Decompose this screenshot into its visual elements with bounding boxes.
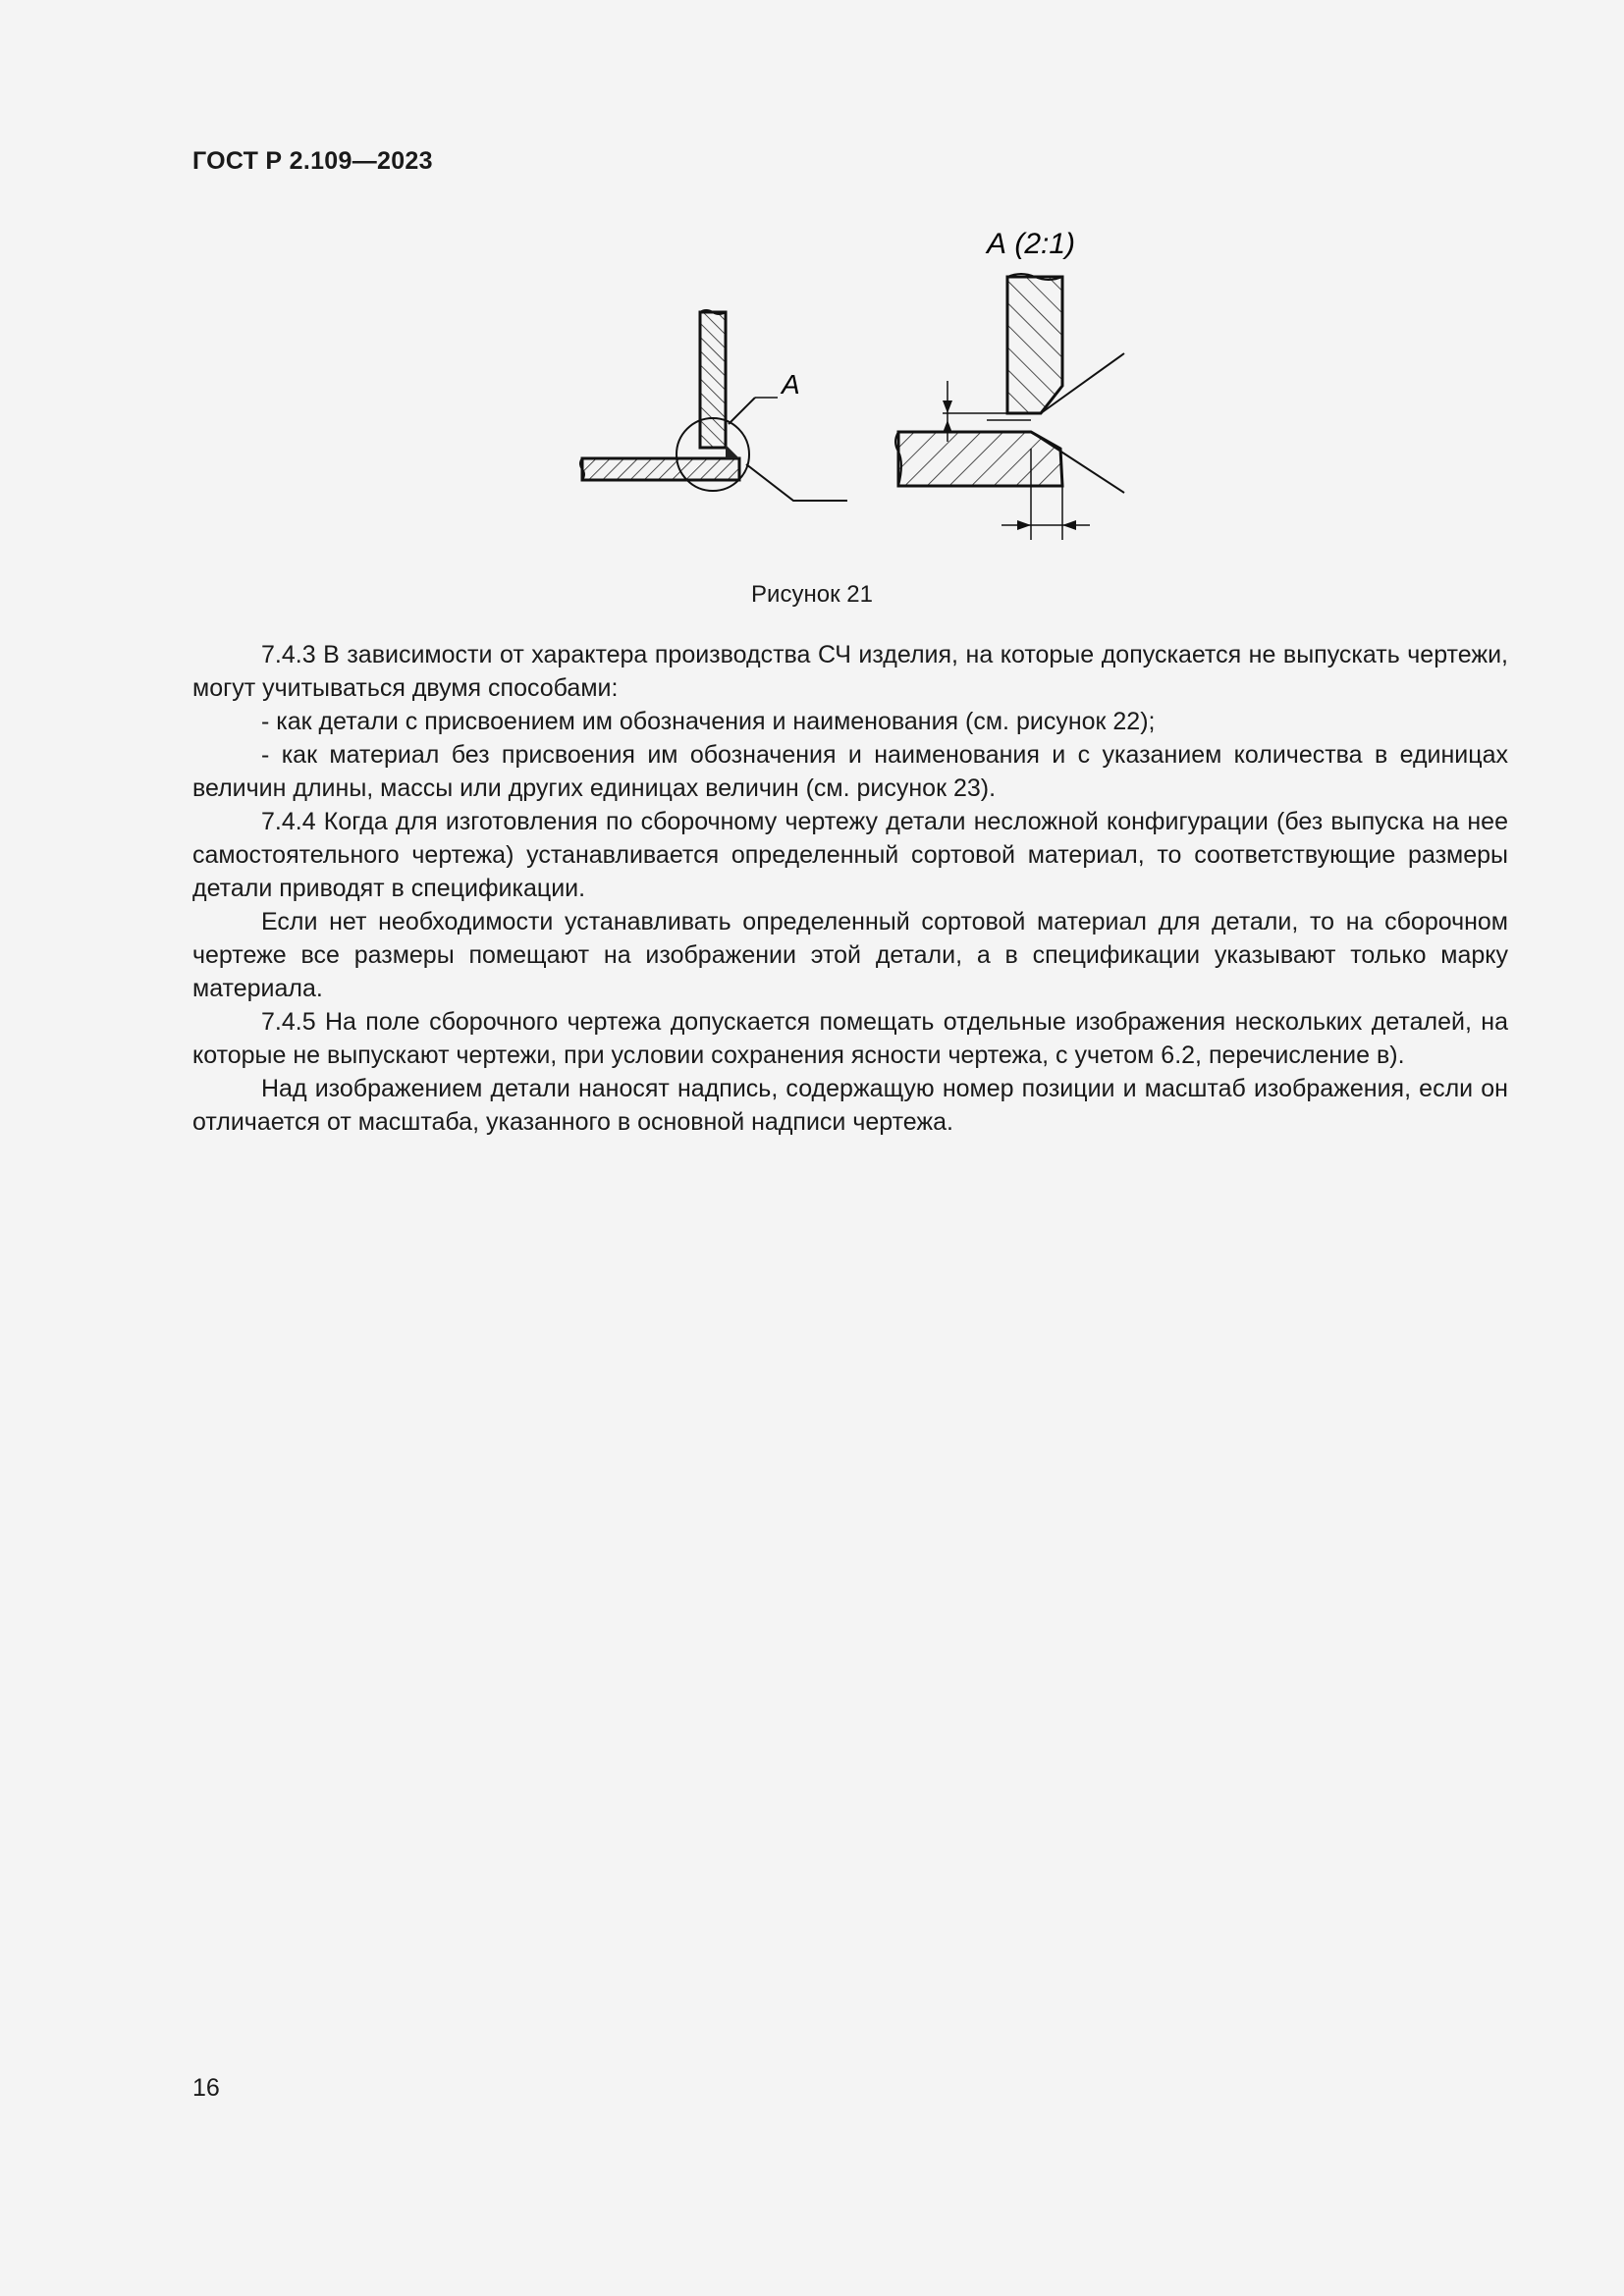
paragraph-7-4-5-cont: Над изображением детали наносят надпись, содержащую номер позиции и масштаб изображения, если он отличается от масштаба, указанного в основной надписи чертежа. <box>192 1075 1508 1136</box>
paragraph-7-4-5: 7.4.5 На поле сборочного чертежа допускается помещать отдельные изображения нескольких деталей, на которые не выпускают чертежи, при условии сохранения ясности чертежа, с учетом 6.2, перечисление в). <box>192 1008 1508 1069</box>
document-header: ГОСТ Р 2.109—2023 <box>192 147 433 175</box>
figure-21-drawing <box>569 221 1139 555</box>
detail-view-title: А (2:1) <box>987 228 1076 260</box>
list-item-1: - как детали с присвоением им обозначения и наименования (см. рисунок 22); <box>261 708 1156 735</box>
paragraph-7-4-4: 7.4.4 Когда для изготовления по сборочному чертежу детали несложной конфигурации (без выпуска на нее самостоятельного чертежа) устанавливается определенный сортовой материал, то соответствующие размеры детали приводят в спецификации. <box>192 808 1508 902</box>
list-item-2: - как материал без присвоения им обозначения и наименования и с указанием количества в единицах величин длины, массы или других единицах величин (см. рисунок 23). <box>192 741 1508 802</box>
detail-marker-label: А <box>782 369 800 400</box>
joint-overview <box>580 310 847 501</box>
body-text <box>192 638 1508 1139</box>
paragraph-7-4-4-cont: Если нет необходимости устанавливать определенный сортовой материал для детали, то на сборочном чертеже все размеры помещают на изображении этой детали, а в спецификации указывают только марку материала. <box>192 908 1508 1002</box>
paragraph-7-4-3: 7.4.3 В зависимости от характера производства СЧ изделия, на которые допускается не выпускать чертежи, могут учитываться двумя способами: <box>192 641 1508 702</box>
page-number: 16 <box>192 2074 220 2102</box>
joint-detail-view <box>895 274 1124 540</box>
figure-caption: Рисунок 21 <box>751 581 873 608</box>
